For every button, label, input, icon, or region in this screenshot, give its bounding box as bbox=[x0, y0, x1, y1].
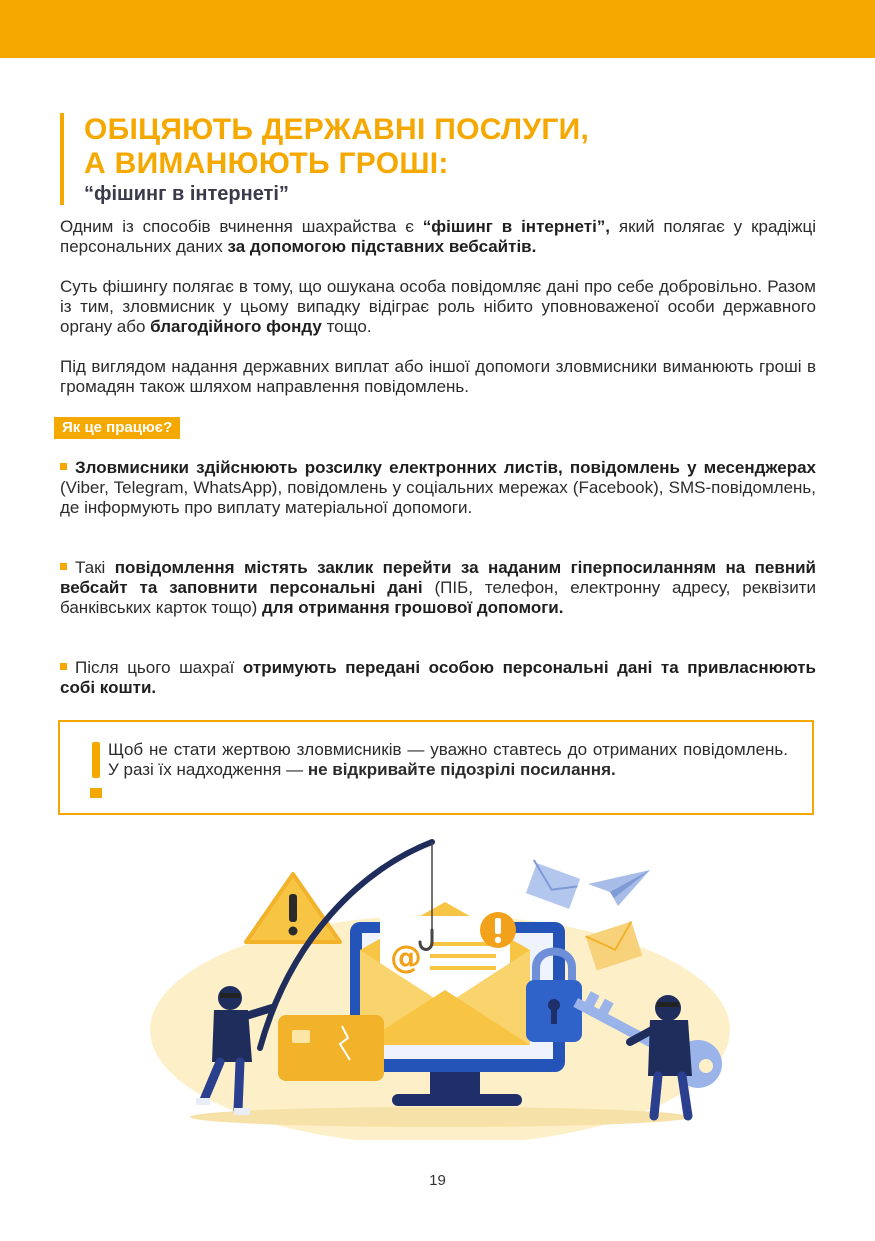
bold-text: за допомогою підставних вебсайтів. bbox=[227, 237, 537, 256]
bullet-square-icon bbox=[60, 663, 67, 670]
text: Після цього шахраї bbox=[75, 658, 243, 677]
title-block bbox=[60, 113, 824, 205]
text: (Viber, Telegram, WhatsApp), повідомлень у соціальних мережах (Facebook), SMS-повідомлень, де інформують про виплату матеріальної допомоги. bbox=[60, 478, 816, 517]
intro-paragraph-2 bbox=[60, 277, 816, 337]
text: Одним із способів вчинення шахрайства є bbox=[60, 217, 423, 236]
bold-text: не відкривайте підозрілі посилання. bbox=[307, 760, 616, 779]
text: (ПІБ, телефон, електронну адресу, реквізити банківських карток тощо) bbox=[60, 578, 816, 617]
page-number: 19 bbox=[429, 1172, 446, 1189]
intro-paragraph-3: Під виглядом надання державних виплат або іншої допомоги зловмисники виманюють гроші в громадян також шляхом направлення повідомлень. bbox=[60, 357, 816, 396]
warning-icon bbox=[246, 874, 340, 942]
title-line-2: А ВИМАНЮЮТЬ ГРОШІ: bbox=[84, 147, 449, 180]
text: Такі bbox=[75, 558, 115, 577]
text: який полягає у крадіжці персональних даних bbox=[60, 217, 816, 256]
notice-text bbox=[108, 740, 788, 780]
envelope-icon bbox=[360, 902, 530, 1045]
at-sign-icon: @ bbox=[390, 938, 422, 976]
intro-paragraph-1 bbox=[60, 217, 816, 257]
title-line-1: ОБІЦЯЮТЬ ДЕРЖАВНІ ПОСЛУГИ, bbox=[84, 113, 590, 146]
top-accent-bar bbox=[0, 0, 875, 58]
bold-text: повідомлення містять заклик перейти за наданим гіперпосиланням на певний вебсайт та заповнити персональні дані bbox=[60, 558, 816, 597]
how-it-works-label: Як це працює? bbox=[54, 417, 180, 439]
bold-text: благодійного фонду bbox=[150, 317, 322, 336]
bold-text: отримують передані особою персональні дані та привласнюють собі кошти. bbox=[60, 658, 816, 697]
page-title bbox=[84, 113, 824, 181]
exclamation-icon bbox=[88, 738, 104, 802]
envelope-icon bbox=[526, 860, 581, 909]
phishing-illustration bbox=[140, 830, 740, 1140]
bullet-item-2 bbox=[60, 558, 816, 618]
text: тощо. bbox=[321, 317, 372, 336]
credit-card-icon bbox=[278, 1015, 384, 1081]
bold-text: Зловмисники здійснюють розсилку електронних листів, повідомлень у месенджерах bbox=[75, 458, 816, 477]
bullet-item-1 bbox=[60, 458, 816, 518]
bold-text: “фішинг в інтернеті”, bbox=[422, 217, 611, 236]
text: Суть фішингу полягає в тому, що ошукана особа повідомляє дані про себе добровільно. Разом із тим, зловмисник у цьому випадку відіграє роль нібито уповноваженої особи державного органу або bbox=[60, 277, 816, 336]
bullet-square-icon bbox=[60, 563, 67, 570]
bold-text: для отримання грошової допомоги. bbox=[262, 598, 564, 617]
page-subtitle: “фішинг в інтернеті” bbox=[84, 183, 289, 205]
bullet-square-icon bbox=[60, 463, 67, 470]
warning-notice-box bbox=[58, 720, 814, 815]
text: Щоб не стати жертвою зловмисників — уважно ставтесь до отриманих повідомлень. У разі їх надходження — bbox=[108, 740, 788, 779]
bullet-item-3 bbox=[60, 658, 816, 698]
paper-plane-icon bbox=[588, 870, 650, 906]
